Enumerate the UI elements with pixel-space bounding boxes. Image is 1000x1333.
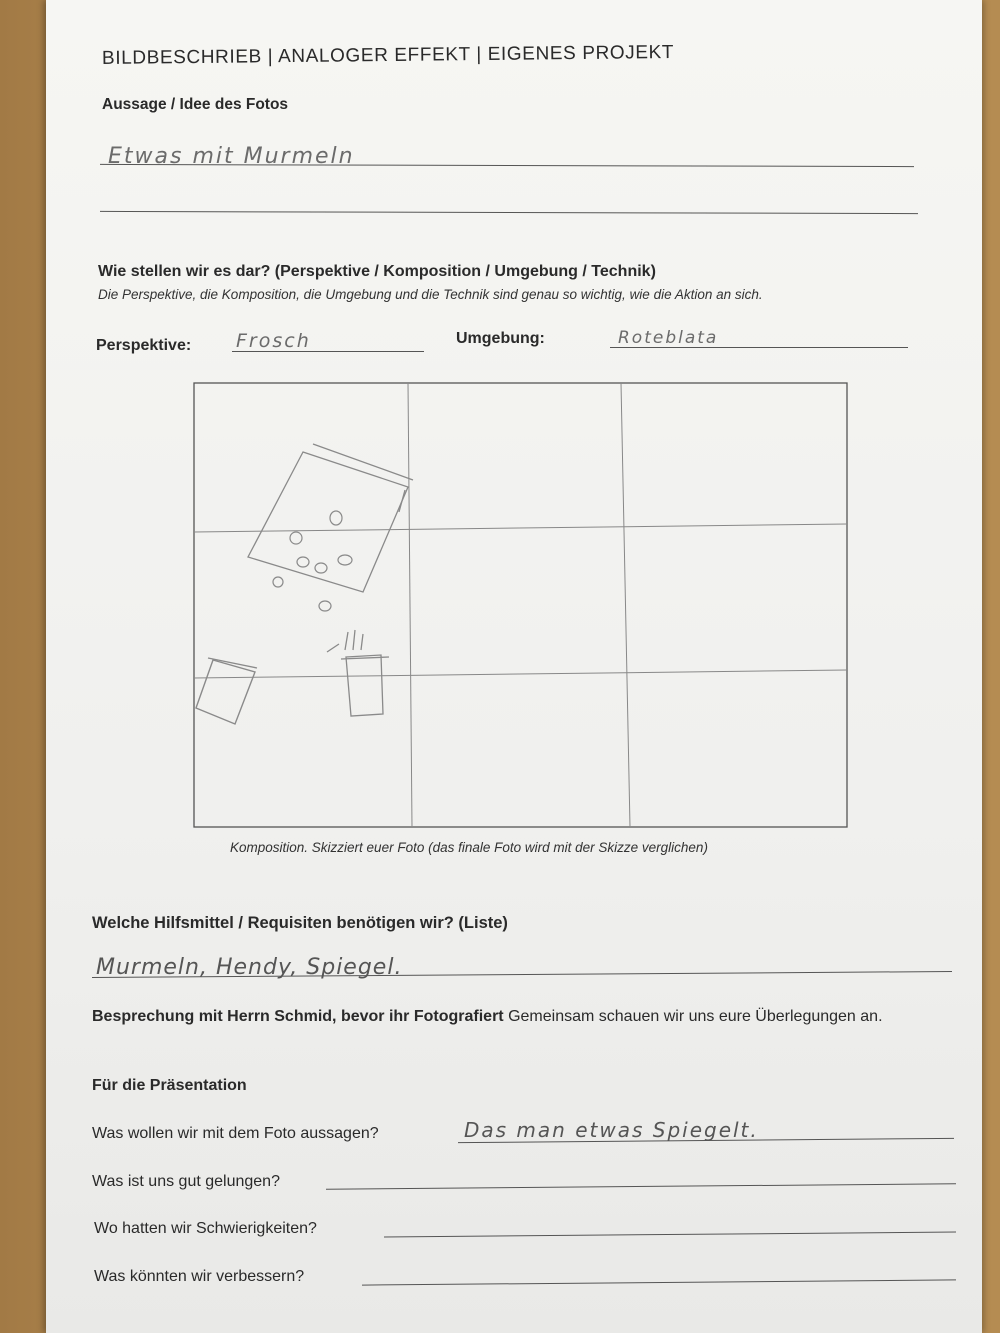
grid-hline-1 (194, 524, 847, 532)
darstellung-note: Die Perspektive, die Komposition, die Umgebung und die Technik sind genau so wichtig, wie die Aktion an sich. (98, 287, 763, 302)
question-3: Wo hatten wir Schwierigkeiten? (94, 1220, 317, 1237)
darstellung-heading: Wie stellen wir es dar? (Perspektive / Komposition / Umgebung / Technik) (98, 263, 656, 280)
sketch-upright-glass (327, 630, 389, 716)
umgebung-line (610, 347, 908, 348)
aussage-label: Aussage / Idee des Fotos (102, 96, 289, 113)
sketch-mirror (196, 658, 257, 724)
perspektive-label: Perspektive: (96, 337, 192, 354)
umgebung-value[interactable]: Roteblata (618, 328, 719, 348)
besprechung-text (92, 1008, 883, 1026)
perspektive-line (232, 351, 424, 352)
aussage-line-2[interactable] (100, 211, 918, 214)
answer-1[interactable]: Das man etwas Spiegelt. (464, 1118, 759, 1142)
umgebung-label: Umgebung: (456, 330, 545, 347)
question-1: Was wollen wir mit dem Foto aussagen? (92, 1125, 379, 1142)
sketch-marbles (273, 511, 352, 611)
grid-hline-2 (194, 670, 847, 678)
worksheet (46, 0, 982, 1333)
grid-vline-1 (408, 383, 412, 827)
hilfsmittel-heading: Welche Hilfsmittel / Requisiten benötigen wir? (Liste) (92, 914, 508, 932)
besprechung-bold: Besprechung mit Herrn Schmid, bevor ihr Fotografiert (92, 1008, 504, 1025)
grid-frame (194, 383, 847, 827)
answer-4-line (362, 1279, 956, 1285)
question-2: Was ist uns gut gelungen? (92, 1173, 280, 1190)
besprechung-rest: Gemeinsam schauen wir uns eure Überlegungen an. (508, 1008, 883, 1025)
praesentation-heading: Für die Präsentation (92, 1077, 247, 1094)
answer-2-line (326, 1183, 956, 1189)
page-title: BILDBESCHRIEB | ANALOGER EFFEKT | EIGENES PROJEKT (101, 42, 675, 69)
composition-caption: Komposition. Skizziert euer Foto (das finale Foto wird mit der Skizze verglichen) (230, 840, 708, 855)
hilfsmittel-answer[interactable]: Murmeln, Hendy, Spiegel. (96, 955, 403, 980)
composition-sketch-grid[interactable] (193, 382, 848, 828)
aussage-answer[interactable]: Etwas mit Murmeln (108, 144, 355, 169)
grid-vline-2 (621, 383, 630, 827)
perspektive-value[interactable]: Frosch (236, 330, 311, 352)
answer-3-line (384, 1232, 956, 1238)
question-4: Was könnten wir verbessern? (94, 1268, 305, 1285)
